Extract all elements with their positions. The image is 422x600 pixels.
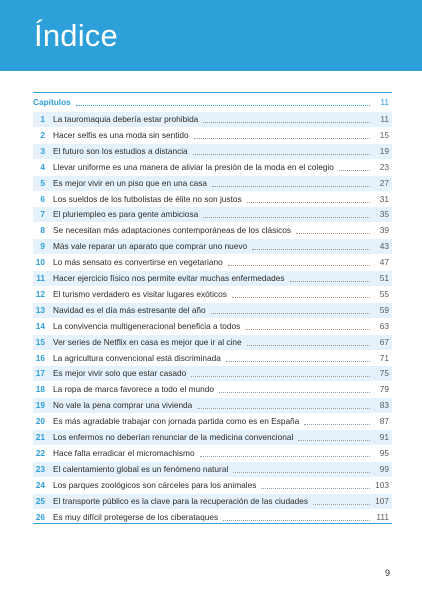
- dot-leader: [194, 137, 370, 139]
- toc-entry[interactable]: [33, 478, 392, 493]
- dot-leader: [296, 232, 370, 234]
- entry-title: Hace falta erradicar el micromachismo: [53, 447, 195, 458]
- dot-leader: [211, 312, 370, 314]
- entry-page: 91: [379, 432, 389, 442]
- entry-number: 7: [40, 209, 45, 220]
- entry-page: 55: [379, 288, 389, 299]
- entry-page: 27: [379, 177, 389, 188]
- dot-leader: [212, 185, 370, 187]
- dot-leader: [203, 216, 370, 218]
- entry-title: Hacer selfis es una moda sin sentido: [53, 129, 189, 140]
- toc-entry[interactable]: [33, 494, 392, 509]
- entry-page: 31: [379, 193, 389, 204]
- dot-leader: [193, 153, 370, 155]
- dot-leader: [191, 375, 370, 377]
- dot-leader: [226, 360, 370, 362]
- entry-page: 51: [379, 273, 389, 283]
- entry-page: 35: [379, 209, 389, 220]
- dot-leader: [203, 121, 370, 123]
- toc-entry[interactable]: [33, 160, 392, 175]
- entry-number: 26: [35, 511, 45, 522]
- section-heading-page: 11: [380, 97, 389, 107]
- toc-entry[interactable]: [33, 414, 392, 429]
- dot-leader: [232, 296, 370, 298]
- entry-number: 21: [35, 432, 45, 442]
- toc-entry[interactable]: [33, 510, 392, 525]
- dot-leader: [245, 328, 370, 330]
- entry-page: 71: [379, 352, 389, 363]
- toc-entry[interactable]: [33, 112, 392, 127]
- toc-entry[interactable]: [33, 287, 392, 302]
- toc-entry[interactable]: [33, 255, 392, 270]
- table-of-contents: [33, 92, 392, 524]
- entry-number: 11: [36, 273, 45, 283]
- entry-page: 63: [379, 320, 389, 331]
- entry-page: 87: [379, 416, 389, 427]
- toc-entry[interactable]: [33, 176, 392, 191]
- entry-page: 107: [375, 495, 389, 506]
- entry-number: 16: [35, 352, 45, 363]
- toc-entry[interactable]: [33, 446, 392, 461]
- entry-number: 24: [35, 479, 45, 490]
- entry-title: Hacer ejercicio físico nos permite evitar muchas enfermedades: [53, 273, 285, 283]
- dot-leader: [339, 169, 370, 171]
- entry-number: 5: [40, 177, 45, 188]
- entry-title: Llevar uniforme es una manera de aliviar la presión de la moda en el colegio: [53, 161, 334, 172]
- entry-page: 15: [379, 129, 389, 140]
- dot-leader: [298, 439, 370, 441]
- entry-page: 83: [379, 400, 389, 411]
- entry-page: 39: [379, 225, 389, 236]
- entry-number: 20: [35, 416, 45, 427]
- entry-page: 99: [379, 463, 389, 474]
- entry-page: 11: [380, 114, 389, 124]
- entry-number: 15: [35, 336, 45, 347]
- entry-number: 8: [40, 225, 45, 236]
- entry-title: La ropa de marca favorece a todo el mundo: [53, 384, 214, 395]
- entry-page: 47: [379, 257, 389, 268]
- entry-page: 19: [379, 145, 389, 156]
- entry-number: 6: [40, 193, 45, 204]
- entry-title: El transporte público es la clave para la recuperación de las ciudades: [53, 495, 309, 506]
- toc-entry[interactable]: [33, 398, 392, 413]
- toc-section-heading[interactable]: [33, 95, 392, 110]
- toc-entry[interactable]: [33, 271, 392, 286]
- entry-title: Los enfermos no deberían renunciar de la medicina convencional: [53, 432, 294, 442]
- toc-entry[interactable]: [33, 207, 392, 222]
- entry-number: 10: [35, 257, 45, 268]
- dot-leader: [261, 487, 370, 489]
- entry-title: El futuro son los estudios a distancia: [53, 145, 188, 156]
- entry-page: 95: [379, 447, 389, 458]
- dot-leader: [247, 201, 370, 203]
- toc-entry[interactable]: [33, 223, 392, 238]
- entry-number: 19: [35, 400, 45, 411]
- entry-title: Navidad es el día más estresante del año: [53, 304, 206, 315]
- entry-number: 23: [35, 463, 45, 474]
- entry-number: 9: [40, 241, 45, 252]
- section-heading-label: Capítulos: [33, 97, 71, 107]
- entry-title: Es mejor vivir solo que estar casado: [53, 368, 187, 379]
- entry-number: 25: [35, 495, 45, 506]
- entry-number: 3: [40, 145, 45, 156]
- entry-number: 4: [40, 161, 45, 172]
- dot-leader: [290, 280, 371, 282]
- toc-entry[interactable]: [33, 462, 392, 477]
- entry-title: Los sueldos de los futbolistas de élite no son justos: [53, 193, 242, 204]
- dot-leader: [252, 248, 370, 250]
- toc-entry[interactable]: [33, 430, 392, 445]
- entry-title: El pluriempleo es para gente ambiciosa: [53, 209, 199, 220]
- dot-leader: [76, 104, 370, 106]
- entry-title: Es muy difícil protegerse de los ciberataques: [53, 511, 219, 522]
- entry-page: 103: [375, 479, 389, 490]
- dot-leader: [228, 264, 370, 266]
- entry-page: 79: [379, 384, 389, 395]
- entry-number: 2: [40, 129, 45, 140]
- toc-entry[interactable]: [33, 192, 392, 207]
- dot-leader: [197, 407, 370, 409]
- entry-page: 67: [379, 336, 389, 347]
- toc-entry[interactable]: [33, 366, 392, 381]
- entry-title: Ver series de Netflix en casa es mejor que ir al cine: [53, 336, 242, 347]
- entry-number: 17: [35, 368, 45, 379]
- dot-leader: [304, 423, 370, 425]
- entry-title: El turismo verdadero es visitar lugares exóticos: [53, 288, 227, 299]
- entry-title: Es más agradable trabajar con jornada partida como es en España: [53, 416, 300, 427]
- entry-title: La agricultura convencional está discriminada: [53, 352, 221, 363]
- entry-title: El calentamiento global es un fenómeno natural: [53, 463, 229, 474]
- dot-leader: [219, 391, 370, 393]
- entry-title: Es mejor vivir en un piso que en una casa: [53, 177, 208, 188]
- entry-page: 59: [379, 304, 389, 315]
- page-number: 9: [385, 568, 391, 578]
- entry-title: La convivencia multigeneracional beneficia a todos: [53, 320, 241, 331]
- entry-title: Más vale reparar un aparato que comprar uno nuevo: [53, 241, 248, 252]
- entry-page: 23: [379, 161, 389, 172]
- entry-title: La tauromaquia debería estar prohibida: [53, 114, 199, 124]
- toc-entry[interactable]: [33, 303, 392, 318]
- toc-entry[interactable]: [33, 239, 392, 254]
- entry-page: 43: [379, 241, 389, 252]
- dot-leader: [233, 471, 370, 473]
- entry-title: Los parques zoológicos son cárceles para los animales: [53, 479, 257, 490]
- dot-leader: [223, 519, 370, 521]
- toc-entry[interactable]: [33, 128, 392, 143]
- dot-leader: [313, 503, 370, 505]
- toc-entry[interactable]: [33, 382, 392, 397]
- entry-title: Lo más sensato es convertirse en vegetariano: [53, 257, 223, 268]
- dot-leader: [247, 344, 370, 346]
- entry-page: 75: [379, 368, 389, 379]
- entry-title: Se necesitan más adaptaciones contemporáneas de los clásicos: [53, 225, 291, 236]
- toc-entry[interactable]: [33, 319, 392, 334]
- entry-number: 22: [35, 447, 45, 458]
- entry-number: 1: [40, 114, 45, 124]
- entry-title: No vale la pena comprar una vivienda: [53, 400, 193, 411]
- entry-number: 18: [35, 384, 45, 395]
- entry-number: 12: [35, 288, 45, 299]
- entry-page: 111: [376, 511, 389, 522]
- page-title: Índice: [34, 18, 118, 53]
- toc-entry[interactable]: [33, 335, 392, 350]
- toc-entry[interactable]: [33, 144, 392, 159]
- toc-entry[interactable]: [33, 351, 392, 366]
- entry-number: 14: [35, 320, 45, 331]
- dot-leader: [200, 455, 370, 457]
- entry-number: 13: [35, 304, 45, 315]
